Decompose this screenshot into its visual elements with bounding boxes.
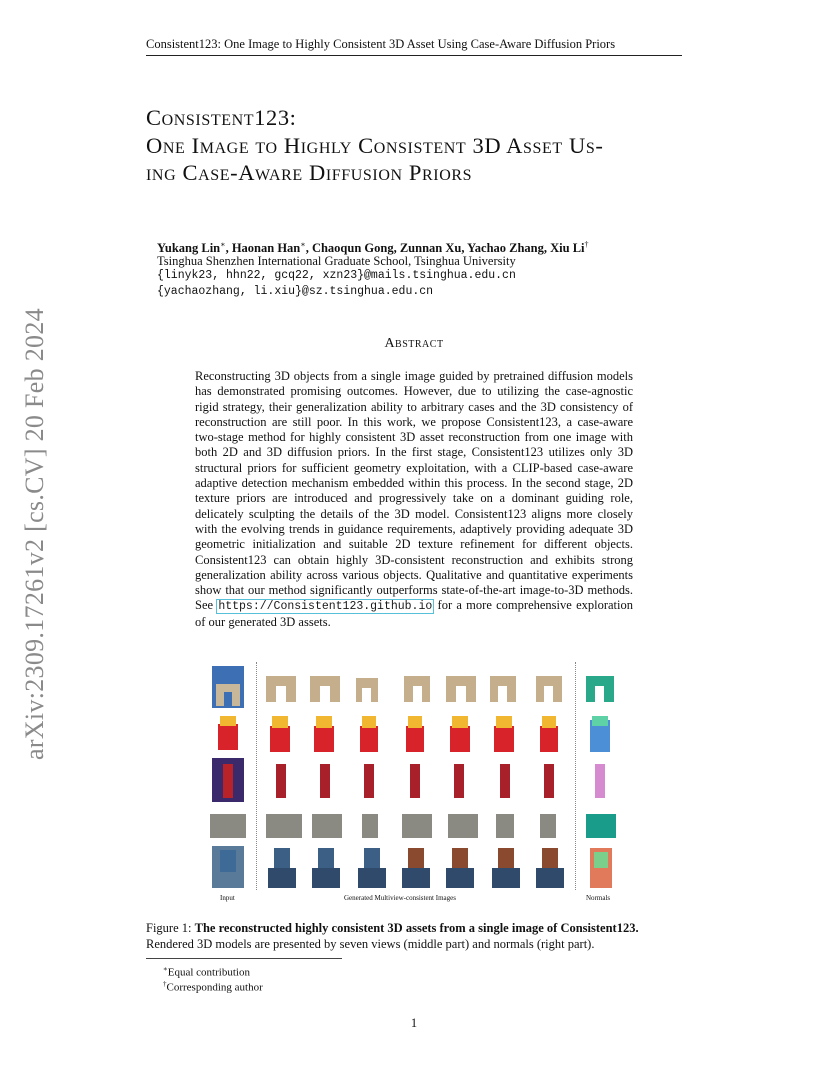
row-elephant: [210, 814, 616, 838]
abstract-heading: Abstract: [384, 336, 444, 351]
row-avatar: [212, 846, 612, 888]
normal-image-ironman: [595, 764, 605, 798]
title-line-2: One Image to Highly Consistent 3D Asset Us-: [146, 132, 604, 158]
page-number: 1: [410, 1016, 418, 1030]
row-arch: [212, 666, 614, 708]
abstract-body: [195, 369, 633, 630]
footnote-mark-2: †: [163, 980, 167, 988]
author-2: Haonan Han: [231, 241, 301, 256]
figure-image-grid: [196, 658, 636, 896]
figure-label-generated: Generated Multiview-consistent Images: [344, 894, 456, 902]
author-6: Xiu Li: [550, 241, 585, 256]
title-line-1: Consistent123:: [146, 105, 297, 130]
figure-label-input: Input: [220, 894, 235, 902]
caption-bold: The reconstructed highly consistent 3D assets from a single image of Consistent123.: [194, 921, 639, 935]
footnote-rule: [146, 958, 342, 959]
figure-divider-right: [575, 662, 576, 890]
author-list: Yukang Lin∗, Haonan Han∗, Chaoqun Gong, Zunnan Xu, Yachao Zhang, Xiu Li†: [157, 240, 589, 256]
figure-divider-left: [256, 662, 257, 890]
abstract-text-end: for a more comprehensive exploration of our generated 3D assets.: [195, 598, 633, 629]
corresponding-author-mark: †: [584, 240, 589, 249]
figure-caption: [146, 921, 686, 952]
caption-prefix: Figure 1:: [146, 921, 192, 935]
caption-rest: Rendered 3D models are presented by seven views (middle part) and normals (right part).: [146, 936, 595, 951]
abstract-text: Reconstructing 3D objects from a single image guided by pretrained diffusion models has demonstrated promising outcomes. However, due to utilizing the case-agnostic rigid strategy, their generalization ability to arbitrary cases and the 3D consistency of reconstruction are still poor. In this work, we propose Consistent123, a case-aware two-stage method for highly consistent 3D asset reconstruction from one image with both 2D and 3D diffusion priors. In the first stage, Consistent123 utilizes only 3D structural priors for sufficient geometry exploitation, with a CLIP-based case-aware adaptive detection mechanism embedded within this process. In the second stage, 2D texture priors are introduced and progressively take on a dominant guiding role, delicately sculpting the details of the 3D model. Consistent123 aligns more closely with the evolving trends in guidance requirements, adaptively providing adequate 3D geometric initialization and suitable 2D texture refinement for different objects. Consistent123 can obtain highly 3D-consistent reconstruction and exhibits strong generalization ability across various objects. Qualitative and quantitative experiments show that our method significantly outperforms state-of-the-art image-to-3D methods. See: [195, 369, 633, 613]
input-image-elephant: [210, 814, 246, 838]
row-fries: [210, 714, 610, 756]
email-line-1: {linyk23, hhn22, gcq22, xzn23}@mails.tsinghua.edu.cn: [157, 269, 516, 282]
normal-image-elephant: [586, 814, 616, 838]
title-line-3: ing Case-Aware Diffusion Priors: [146, 160, 473, 185]
author-4: Zunnan Xu,: [399, 241, 465, 256]
email-line-2: {yachaozhang, li.xiu}@sz.tsinghua.edu.cn: [157, 285, 434, 298]
footnote-text-1: Equal contribution: [167, 966, 250, 979]
author-3: Chaoqun Gong,: [311, 241, 397, 256]
footnote-corresponding-author: [163, 977, 263, 995]
teaser-figure: [196, 658, 636, 908]
author-1: Yukang Lin: [157, 241, 221, 256]
project-url-link[interactable]: https://Consistent123.github.io: [218, 600, 433, 614]
equal-contribution-mark: ∗: [220, 240, 226, 249]
footnote-mark-1: ∗: [163, 965, 168, 973]
equal-contribution-mark: ∗: [300, 240, 306, 249]
affiliation: Tsinghua Shenzhen International Graduate School, Tsinghua University: [157, 254, 516, 268]
paper-title: [146, 104, 706, 187]
figure-label-normals: Normals: [586, 894, 611, 902]
row-ironman: [212, 758, 605, 802]
running-header: Consistent123: One Image to Highly Consistent 3D Asset Using Case-Aware Diffusion Priors: [146, 36, 682, 56]
footnote-text-2: Corresponding author: [166, 981, 263, 994]
arxiv-stamp: arXiv:2309.17261v2 [cs.CV] 20 Feb 2024: [20, 308, 49, 760]
author-5: Yachao Zhang,: [467, 241, 548, 256]
